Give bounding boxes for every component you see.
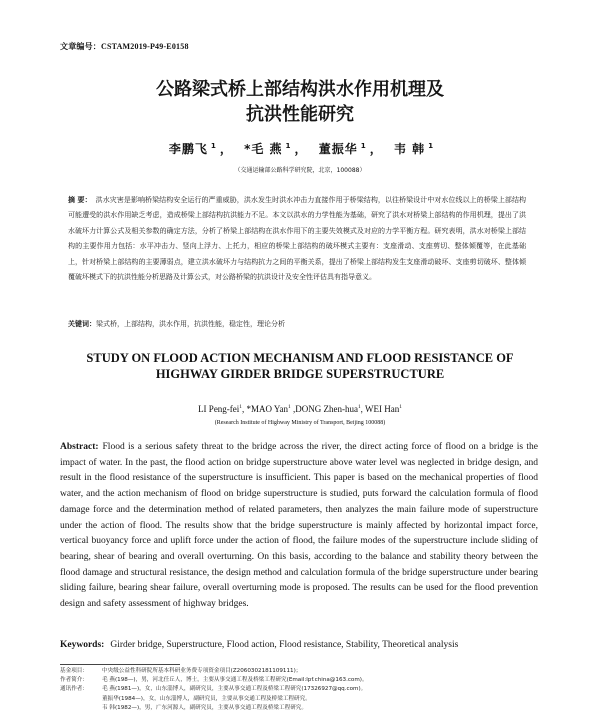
english-keywords-label: Keywords: [60,640,105,650]
footnote-key: 通讯作者： [60,686,88,693]
chinese-author: 董振华 $^1$ [318,141,367,156]
chinese-keywords-text: 梁式桥，上部结构，洪水作用，抗洪性能，稳定性，理论分析 [96,320,285,328]
english-keywords [60,640,538,650]
footnote-line [60,704,540,713]
english-abstract-text: Flood is a serious safety threat to the bridge across the river, the direct acting force of flood on a bridge is the impact of water. In the past, the flood action on bridge superstructure above water level was neglected in bridge design, and result in the flood resistance of the superstructure is insufficient. This paper is based on the mechanical properties of flood water, and the action mechanism of flood on bridge superstructure is studied, puts forward the calculation formula of flood damage force and the determination method of related parameters, then analyzes the main failure mode of superstructure under the action of flood. The results show that the bridge superstructure is mainly affected by horizontal impact force, vertical buoyancy force and uplift force under the action of flood, the failure modes of the superstructure include sliding of bearing, shear of bearing and overall overturning. On this basis, according to the balance and stability theory between the flood damage and structural resistance, the design method and calculation formula of the bridge superstructure under bearing sliding failure, bearing shear failure, overall overturning mode is proposed. The results can be used for the flood prevention design and safety assessment of highway bridges. [60,442,538,610]
footnote-text: 毛 燕(198—)，男，河北任丘人，博士，主要从事交通工程及桥梁工程研究(Email:lpf.china@163.com)。 [102,677,368,684]
english-keywords-text: Girder bridge, Superstructure, Flood action, Flood resistance, Stability, Theoretical analysis [110,640,459,650]
chinese-affiliation: （交通运输部公路科学研究院，北京，100088） [234,167,366,174]
chinese-title-line-2: 抗洪性能研究 [246,104,354,125]
english-author-list: LI Peng-fei$^1$, *MAO Yan$^1$ ,DONG Zhen-hua$^1$, WEI Han$^1$ [198,404,402,414]
footnote-text: 中央级公益性科研院所基本科研业务费专项资金项目(Z2060302181109111)； [102,668,302,674]
chinese-title-line-1: 公路梁式桥上部结构洪水作用机理及 [156,79,444,100]
english-author: LI Peng-fei$^1$ [198,404,242,414]
chinese-keywords-label: 关键词： [68,320,96,328]
footnote-key: 基金项目： [60,668,88,674]
english-author: DONG Zhen-hua$^1$ [295,404,361,414]
english-abstract [60,440,538,613]
footnote-text: 韦 韩(1982—)，男，广东河源人，副研究员，主要从事交通工程及桥梁工程研究。 [102,704,307,711]
english-affiliation: (Research Institute of Highway Ministry of Transport, Beijing 100088) [214,420,386,426]
chinese-keywords [68,319,526,329]
chinese-author-list: 李鹏飞 $^1$ ， *毛 燕 $^1$ ， 董振华 $^1$ ， 韦 韩 $^1$ [0,140,600,157]
footnote-key: 作者简介： [60,677,88,684]
chinese-abstract-text: 洪水灾害是影响桥梁结构安全运行的严重威胁，洪水发生时洪水冲击力直接作用于桥梁结构，以往桥梁设计中对水位线以上的桥梁上部结构可能遭受的洪水作用缺乏考虑，造成桥梁上部结构抗洪能力不足。本文以洪水的力学性能为基础，研究了洪水对桥梁上部结构的作用机理，提出了洪水破坏力计算公式及相关参数的确定方法，分析了桥梁上部结构在洪水作用下的主要失效模式及对应的力学平衡方程。研究表明，洪水对桥梁上部结构的主要作用力包括：水平冲击力、竖向上浮力、上托力，相应的桥梁上部结构的破坏模式主要有：支座滑动、支座剪切、整体倾覆等，在此基础上，针对桥梁上部结构的主要薄弱点，建立洪水破坏力与结构抗力之间的平衡关系，提出了桥梁上部结构发生支座滑动破坏、支座剪切破坏、整体倾覆破坏模式下的抗洪性能分析思路及计算公式，对公路桥梁的抗洪设计及安全性评估具有指导意义。 [68,196,527,282]
english-author: WEI Han$^1$ [365,404,402,414]
article-number: 文章编号：CSTAM2019-P49-E0158 [60,42,189,51]
footnote-text: 毛 燕(1981—)，女，山东淄博人，副研究员，主要从事交通工程及桥梁工程研究(17326927@qq.com)。 [102,686,367,693]
english-author: *MAO Yan$^1$ [246,404,291,414]
footnote-divider [60,664,180,665]
english-abstract-label: Abstract: [60,442,99,452]
chinese-author: 李鹏飞 $^1$ [168,141,217,156]
english-title-line-1: STUDY ON FLOOD ACTION MECHANISM AND FLOOD RESISTANCE OF [86,351,514,365]
english-title-line-2: HIGHWAY GIRDER BRIDGE SUPERSTRUCTURE [155,367,445,381]
chinese-abstract [68,193,526,285]
footnote-line [60,695,540,704]
footnote-line [60,667,540,676]
footnote-text: 董振华(1984—)，女，山东淄博人，副研究员，主要从事交通工程及桥梁工程研究。 [102,695,311,702]
chinese-author: *毛 燕 $^1$ [244,141,292,156]
footnote-line [60,685,540,694]
footnotes [60,667,540,713]
chinese-abstract-label: 摘 要： [68,196,92,204]
footnote-line [60,676,540,685]
chinese-author: 韦 韩 $^1$ [393,141,435,156]
